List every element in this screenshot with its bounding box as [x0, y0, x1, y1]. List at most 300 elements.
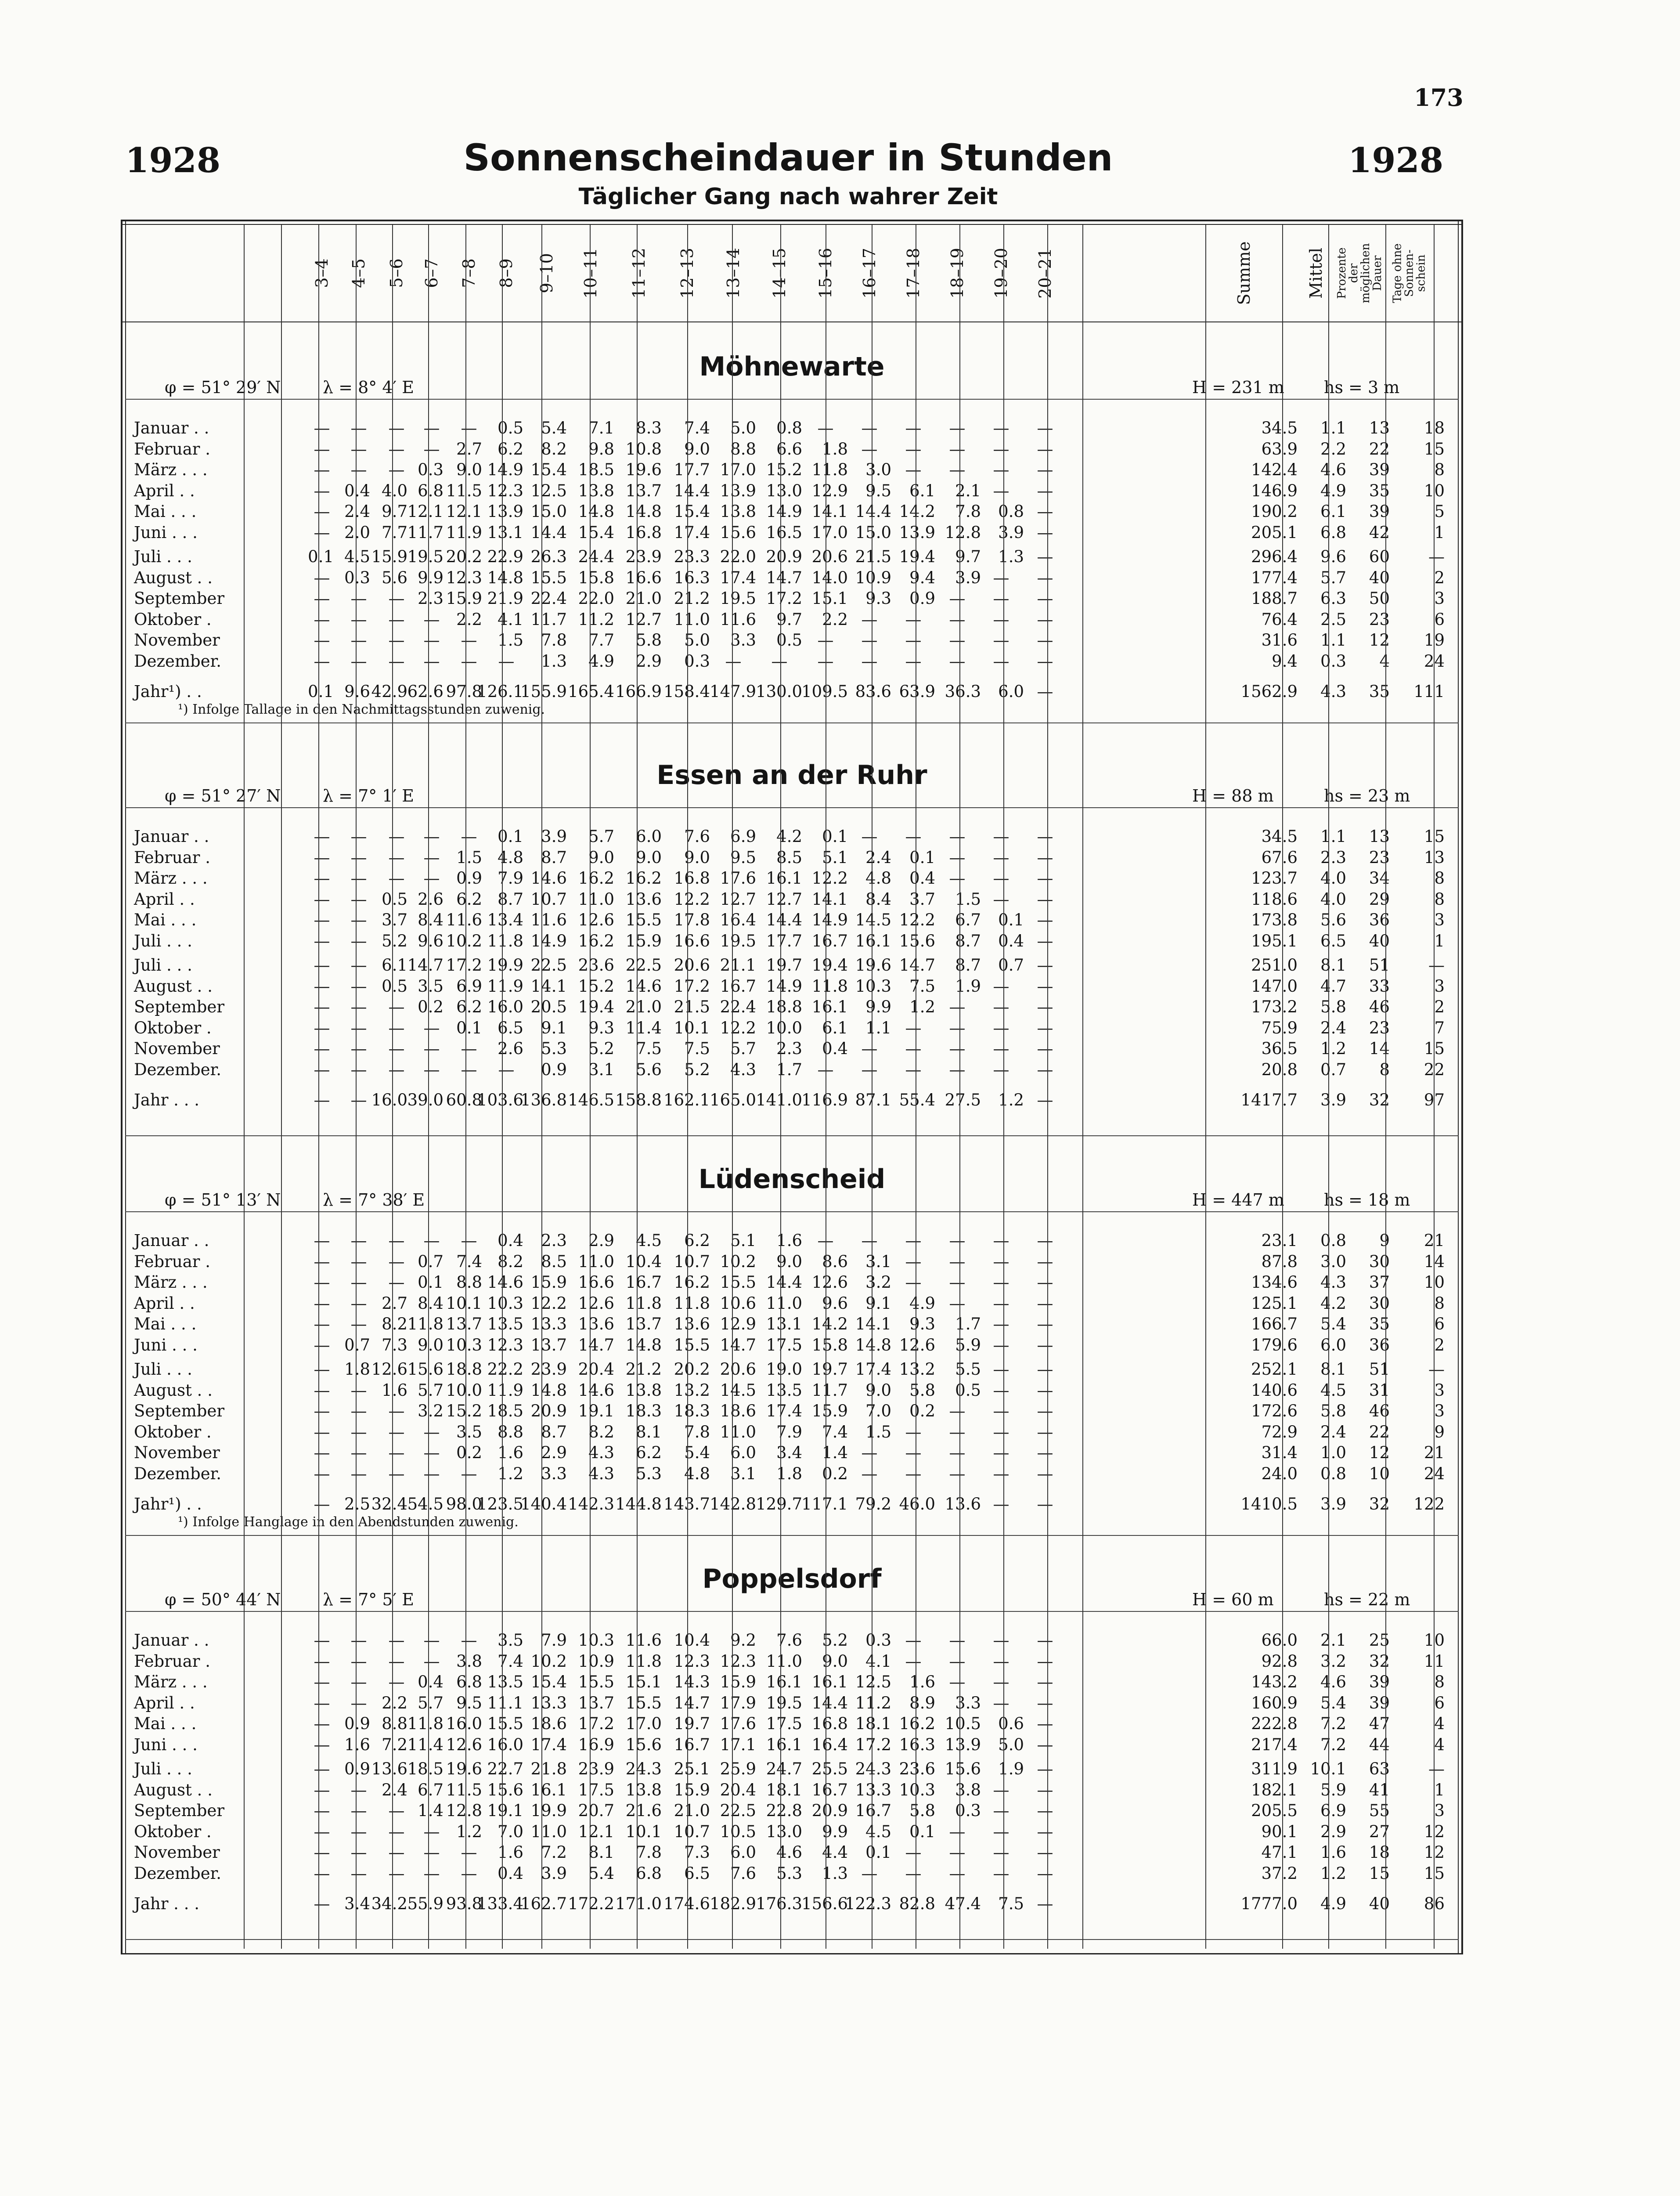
- table-cell: 35: [1369, 1315, 1390, 1333]
- table-cell: —: [423, 1039, 440, 1058]
- table-cell: 2.4: [1320, 1018, 1346, 1037]
- table-cell: 23.6: [899, 1759, 935, 1778]
- table-cell: —: [423, 1864, 440, 1883]
- table-cell: 2.9: [1320, 1822, 1346, 1841]
- table-cell: 20.9: [530, 1401, 567, 1420]
- table-cell: 3.3: [730, 631, 756, 650]
- table-cell: —: [993, 1443, 1009, 1462]
- table-cell: —: [314, 1401, 330, 1420]
- table-cell: 16.1: [530, 1780, 567, 1799]
- table-cell: —: [1037, 1631, 1053, 1650]
- column-header-label: 5–6: [387, 258, 406, 288]
- table-cell: 10: [1424, 1273, 1445, 1292]
- table-cell: —: [350, 1443, 367, 1462]
- table-cell: 16.6: [674, 931, 710, 950]
- table-cell: 15.9: [811, 1401, 848, 1420]
- table-cell: 82.8: [899, 1894, 935, 1913]
- table-cell: 16.7: [855, 1801, 891, 1820]
- table-cell: 13.6: [578, 1315, 614, 1333]
- table-cell: 21: [1424, 1443, 1445, 1462]
- station-coord-divider: [125, 399, 1459, 400]
- table-cell: —: [350, 1293, 367, 1313]
- table-cell: 18.3: [674, 1401, 710, 1420]
- table-cell: 1.6: [776, 1231, 802, 1250]
- table-cell: 0.1: [498, 827, 523, 846]
- table-cell: 9.9: [865, 997, 891, 1016]
- table-cell: —: [905, 1464, 922, 1483]
- table-cell: —: [350, 956, 367, 975]
- table-cell: 16.0: [446, 1714, 482, 1733]
- table-cell: 2.3: [541, 1231, 567, 1250]
- row-label: Januar . .: [134, 827, 209, 846]
- table-cell: —: [1037, 956, 1053, 975]
- table-cell: 47: [1369, 1714, 1390, 1733]
- table-cell: 3.5: [456, 1422, 482, 1441]
- table-cell: 3.3: [955, 1693, 981, 1712]
- column-divider: [687, 225, 688, 1949]
- table-cell: —: [423, 1231, 440, 1250]
- table-cell: 156.6: [801, 1894, 848, 1913]
- table-cell: —: [861, 439, 878, 459]
- table-cell: 11.8: [625, 1293, 662, 1313]
- table-cell: 0.7: [998, 956, 1024, 975]
- table-row: [121, 867, 1463, 889]
- table-cell: 17.9: [720, 1693, 756, 1712]
- table-cell: 13.6: [674, 1315, 710, 1333]
- table-cell: 0.3: [865, 1631, 891, 1650]
- table-cell: 13.0: [766, 481, 802, 500]
- table-cell: —: [993, 419, 1009, 437]
- table-cell: —: [314, 589, 330, 608]
- table-cell: 8: [1434, 1672, 1445, 1691]
- table-cell: 11.0: [766, 1293, 802, 1313]
- table-cell: —: [725, 651, 742, 671]
- table-cell: 5.3: [541, 1039, 567, 1058]
- table-cell: 0.3: [955, 1801, 981, 1820]
- table-cell: 46.0: [899, 1495, 935, 1513]
- table-cell: 251.0: [1251, 956, 1298, 975]
- table-cell: —: [905, 827, 922, 846]
- table-cell: 172.2: [568, 1894, 614, 1913]
- table-cell: 12.6: [446, 1735, 482, 1754]
- table-cell: —: [905, 419, 922, 437]
- station-sensor-height: hs = 3 m: [1324, 378, 1400, 397]
- column-divider: [732, 225, 733, 1949]
- station-sensor-height: hs = 18 m: [1324, 1190, 1410, 1210]
- table-cell: —: [993, 1360, 1009, 1379]
- table-cell: —: [949, 1843, 966, 1862]
- table-cell: 22: [1369, 439, 1390, 459]
- row-label: November: [134, 1039, 220, 1058]
- table-cell: —: [388, 1252, 405, 1271]
- table-cell: 142.8: [710, 1495, 756, 1513]
- row-label: Januar . .: [134, 1631, 209, 1650]
- table-cell: 4.0: [382, 481, 407, 500]
- table-cell: 1.2: [456, 1822, 482, 1841]
- station-block: [121, 1564, 1463, 1959]
- table-cell: —: [350, 1273, 367, 1292]
- table-cell: —: [314, 976, 330, 996]
- table-cell: 22.2: [487, 1360, 523, 1379]
- table-cell: 16.4: [811, 1735, 848, 1754]
- table-cell: 9.0: [776, 1252, 802, 1271]
- table-cell: —: [1037, 1335, 1053, 1354]
- table-cell: 14.9: [487, 460, 523, 479]
- table-cell: 2.4: [1320, 1422, 1346, 1441]
- table-cell: 14.4: [811, 1693, 848, 1712]
- table-cell: 4.4: [822, 1843, 848, 1862]
- table-cell: 5.0: [730, 419, 756, 437]
- table-cell: 144.8: [615, 1495, 662, 1513]
- table-cell: 6.9: [456, 976, 482, 996]
- table-cell: 42.9: [371, 682, 407, 701]
- table-cell: —: [350, 889, 367, 909]
- table-cell: 16.8: [625, 523, 662, 542]
- table-cell: 7.7: [588, 631, 614, 650]
- table-cell: 14.4: [766, 1273, 802, 1292]
- table-cell: —: [905, 1443, 922, 1462]
- table-cell: —: [949, 460, 966, 479]
- table-cell: 11.8: [625, 1651, 662, 1671]
- table-cell: 13.2: [899, 1360, 935, 1379]
- table-cell: 18: [1369, 1843, 1390, 1862]
- table-cell: —: [1037, 1018, 1053, 1037]
- table-cell: 1.7: [776, 1060, 802, 1079]
- table-cell: 182.9: [710, 1894, 756, 1913]
- table-cell: 3: [1434, 1401, 1445, 1420]
- table-cell: —: [314, 1464, 330, 1483]
- table-cell: —: [1037, 439, 1053, 459]
- table-cell: 22.4: [530, 589, 567, 608]
- table-cell: 4.3: [588, 1443, 614, 1462]
- table-cell: 12.7: [720, 889, 756, 909]
- table-cell: 165.4: [568, 682, 614, 701]
- table-cell: —: [350, 1801, 367, 1820]
- table-cell: —: [388, 1039, 405, 1058]
- table-cell: 86: [1424, 1894, 1445, 1913]
- table-cell: 14.6: [530, 869, 567, 888]
- table-cell: 21.6: [625, 1801, 662, 1820]
- table-row: [121, 1421, 1463, 1443]
- row-label: August . .: [134, 568, 213, 587]
- table-cell: 19.6: [625, 460, 662, 479]
- table-cell: 36.5: [1261, 1039, 1298, 1058]
- table-cell: —: [1037, 460, 1053, 479]
- table-cell: 16.2: [578, 931, 614, 950]
- table-cell: 5.7: [588, 827, 614, 846]
- table-cell: 47.4: [945, 1894, 981, 1913]
- table-cell: 4.0: [1320, 889, 1346, 909]
- table-cell: 0.3: [1320, 651, 1346, 671]
- table-cell: 11.0: [674, 610, 710, 629]
- table-cell: 4.3: [730, 1060, 756, 1079]
- table-cell: —: [388, 1822, 405, 1841]
- year-left: 1928: [125, 141, 221, 181]
- table-cell: 4.2: [1320, 1293, 1346, 1313]
- table-cell: 18.6: [720, 1401, 756, 1420]
- table-cell: —: [461, 827, 477, 846]
- table-cell: 63.9: [1261, 439, 1298, 459]
- table-cell: —: [905, 1060, 922, 1079]
- table-cell: 173.8: [1251, 910, 1298, 929]
- table-cell: 62.6: [407, 682, 443, 701]
- table-cell: 19.7: [766, 956, 802, 975]
- table-cell: 6.1: [382, 956, 407, 975]
- table-cell: —: [1037, 1315, 1053, 1333]
- table-cell: —: [314, 1060, 330, 1079]
- station-altitude: H = 60 m: [1192, 1590, 1274, 1609]
- table-cell: 21.0: [674, 1801, 710, 1820]
- table-cell: —: [861, 610, 878, 629]
- table-cell: 14.2: [811, 1315, 848, 1333]
- column-divider: [637, 225, 638, 1949]
- table-cell: 18.8: [766, 997, 802, 1016]
- table-cell: 11.6: [625, 1631, 662, 1650]
- row-label: Juni . . .: [134, 523, 198, 542]
- table-cell: 5.7: [418, 1380, 443, 1400]
- table-cell: 17.7: [766, 931, 802, 950]
- table-cell: 23.3: [674, 547, 710, 566]
- table-cell: 0.9: [344, 1759, 370, 1778]
- table-cell: 13.6: [371, 1759, 407, 1778]
- table-cell: —: [1037, 1714, 1053, 1733]
- table-cell: 34.5: [1261, 827, 1298, 846]
- table-cell: 0.4: [998, 931, 1024, 950]
- station-longitude: λ = 7° 1′ E: [323, 786, 414, 805]
- table-cell: 6.3: [1320, 589, 1346, 608]
- table-cell: 14.8: [855, 1335, 891, 1354]
- table-cell: 17.0: [720, 460, 756, 479]
- table-cell: 20.9: [811, 1801, 848, 1820]
- table-cell: 14.7: [899, 956, 935, 975]
- table-cell: 24.7: [766, 1759, 802, 1778]
- sunshine-table: [121, 220, 1463, 1954]
- table-cell: —: [350, 1231, 367, 1250]
- table-cell: 15.4: [578, 523, 614, 542]
- table-cell: 10: [1369, 1464, 1390, 1483]
- table-row: [121, 1334, 1463, 1356]
- table-cell: 7.4: [498, 1651, 523, 1671]
- table-cell: 12.3: [720, 1651, 756, 1671]
- table-cell: —: [350, 1693, 367, 1712]
- table-cell: —: [423, 1651, 440, 1671]
- table-cell: 14.8: [578, 502, 614, 521]
- column-divider: [356, 225, 357, 1949]
- table-border-top: [121, 220, 1463, 221]
- column-divider: [959, 225, 960, 1949]
- table-cell: 11.8: [674, 1293, 710, 1313]
- table-cell: —: [423, 827, 440, 846]
- table-cell: 35: [1369, 481, 1390, 500]
- table-cell: 2.9: [636, 651, 662, 671]
- table-cell: 14.5: [855, 910, 891, 929]
- table-cell: 9.2: [730, 1631, 756, 1650]
- table-cell: 134.6: [1251, 1273, 1298, 1292]
- table-cell: 1.6: [909, 1672, 935, 1691]
- table-cell: 173.2: [1251, 997, 1298, 1016]
- table-cell: 0.5: [955, 1380, 981, 1400]
- table-cell: —: [314, 1231, 330, 1250]
- table-cell: 2.3: [1320, 848, 1346, 867]
- table-cell: 5.9: [1320, 1780, 1346, 1799]
- table-cell: 158.4: [663, 682, 710, 701]
- table-cell: —: [388, 1018, 405, 1037]
- table-cell: 1.2: [1320, 1864, 1346, 1883]
- table-cell: 39: [1369, 460, 1390, 479]
- table-cell: 5.4: [588, 1864, 614, 1883]
- table-cell: 4.5: [865, 1822, 891, 1841]
- table-cell: —: [949, 1401, 966, 1420]
- table-cell: 12.2: [674, 889, 710, 909]
- table-cell: 16.0: [487, 1735, 523, 1754]
- row-label: September: [134, 997, 225, 1016]
- table-cell: 31.6: [1261, 631, 1298, 650]
- table-cell: 97: [1424, 1091, 1445, 1109]
- row-label: Dezember.: [134, 1864, 222, 1883]
- column-header-label: Prozente der möglichen Dauer: [1335, 243, 1384, 303]
- table-cell: 1.7: [955, 1315, 981, 1333]
- table-cell: 8.3: [636, 419, 662, 437]
- table-cell: 8.1: [588, 1843, 614, 1862]
- table-cell: 6.2: [456, 889, 482, 909]
- table-cell: 12.8: [446, 1801, 482, 1820]
- table-cell: 5.6: [636, 1060, 662, 1079]
- table-cell: 16.6: [578, 1273, 614, 1292]
- table-cell: —: [949, 1864, 966, 1883]
- table-row: [121, 609, 1463, 631]
- table-cell: 4.3: [1320, 1273, 1346, 1292]
- table-cell: —: [350, 1780, 367, 1799]
- row-label: April . .: [134, 889, 195, 909]
- station-block: [121, 351, 1463, 747]
- table-cell: —: [993, 889, 1009, 909]
- table-cell: —: [350, 931, 367, 950]
- table-cell: 14.1: [530, 976, 567, 996]
- table-cell: 3.2: [418, 1401, 443, 1420]
- table-cell: —: [423, 1843, 440, 1862]
- table-cell: 15.6: [407, 1360, 443, 1379]
- table-cell: 1.3: [822, 1864, 848, 1883]
- table-cell: —: [388, 419, 405, 437]
- table-cell: —: [817, 631, 834, 650]
- table-cell: 8.8: [456, 1273, 482, 1292]
- table-cell: 4.5: [636, 1231, 662, 1250]
- table-cell: 13.8: [720, 502, 756, 521]
- table-cell: 1.1: [1320, 827, 1346, 846]
- table-cell: 9.6: [418, 931, 443, 950]
- table-cell: —: [817, 1231, 834, 1250]
- table-cell: 2.2: [456, 610, 482, 629]
- table-cell: —: [993, 1422, 1009, 1441]
- row-label: Jahr . . .: [134, 1091, 199, 1109]
- table-cell: 11.8: [811, 976, 848, 996]
- table-cell: 13.6: [625, 889, 662, 909]
- table-cell: 4.9: [1320, 481, 1346, 500]
- table-cell: 14.4: [855, 502, 891, 521]
- table-cell: —: [993, 1018, 1009, 1037]
- table-cell: —: [314, 1631, 330, 1650]
- table-cell: 7.4: [822, 1422, 848, 1441]
- table-cell: —: [993, 1335, 1009, 1354]
- column-header-label: 7–8: [459, 258, 479, 288]
- table-cell: 3: [1434, 910, 1445, 929]
- table-cell: 109.5: [801, 682, 848, 701]
- table-cell: 15.2: [578, 976, 614, 996]
- table-cell: —: [1037, 523, 1053, 542]
- table-cell: 51: [1369, 956, 1390, 975]
- table-cell: —: [993, 1039, 1009, 1058]
- table-row: [121, 1493, 1463, 1515]
- table-cell: —: [388, 1401, 405, 1420]
- table-cell: —: [388, 1464, 405, 1483]
- table-cell: 7.8: [636, 1843, 662, 1862]
- table-cell: 6.7: [418, 1780, 443, 1799]
- table-cell: —: [993, 1273, 1009, 1292]
- table-cell: 11.7: [530, 610, 567, 629]
- table-cell: 32: [1369, 1495, 1390, 1513]
- table-cell: —: [314, 1714, 330, 1733]
- table-cell: 6.0: [636, 827, 662, 846]
- table-cell: 1.1: [1320, 631, 1346, 650]
- table-cell: 18.5: [487, 1401, 523, 1420]
- table-cell: 15.9: [530, 1273, 567, 1292]
- table-cell: 17.6: [720, 1714, 756, 1733]
- table-cell: —: [423, 1422, 440, 1441]
- station-block: [121, 1164, 1463, 1559]
- table-cell: —: [993, 1822, 1009, 1841]
- table-cell: —: [314, 910, 330, 929]
- table-cell: —: [350, 1672, 367, 1691]
- table-cell: 21.0: [625, 589, 662, 608]
- column-divider: [1434, 225, 1435, 1949]
- table-cell: 11.8: [407, 1315, 443, 1333]
- table-cell: —: [949, 1039, 966, 1058]
- table-cell: —: [388, 848, 405, 867]
- table-cell: —: [993, 1380, 1009, 1400]
- table-row: [121, 1293, 1463, 1315]
- column-divider: [541, 225, 542, 1949]
- table-row: [121, 826, 1463, 848]
- table-cell: —: [314, 1039, 330, 1058]
- table-cell: 122.3: [845, 1894, 891, 1913]
- table-cell: 20.6: [720, 1360, 756, 1379]
- table-cell: 0.4: [344, 481, 370, 500]
- table-cell: —: [388, 1843, 405, 1862]
- table-cell: 0.9: [456, 869, 482, 888]
- table-cell: 22.7: [487, 1759, 523, 1778]
- table-cell: —: [1037, 1443, 1053, 1462]
- table-cell: 15.5: [578, 1672, 614, 1691]
- table-cell: 10.1: [446, 1293, 482, 1313]
- table-cell: —: [993, 651, 1009, 671]
- row-label: März . . .: [134, 1273, 208, 1292]
- table-cell: —: [1037, 1060, 1053, 1079]
- table-cell: 2.3: [418, 589, 443, 608]
- table-cell: 8: [1379, 1060, 1390, 1079]
- table-cell: 83.6: [855, 682, 891, 701]
- table-cell: —: [388, 631, 405, 650]
- table-cell: 9.7: [776, 610, 802, 629]
- table-cell: 1410.5: [1240, 1495, 1298, 1513]
- table-cell: —: [1037, 931, 1053, 950]
- table-cell: 14.7: [578, 1335, 614, 1354]
- table-cell: —: [949, 1464, 966, 1483]
- column-header-label: 3–4: [312, 258, 332, 288]
- table-row: [121, 1734, 1463, 1756]
- table-cell: 7.2: [382, 1735, 407, 1754]
- table-cell: —: [1037, 1401, 1053, 1420]
- table-cell: 15.9: [371, 547, 407, 566]
